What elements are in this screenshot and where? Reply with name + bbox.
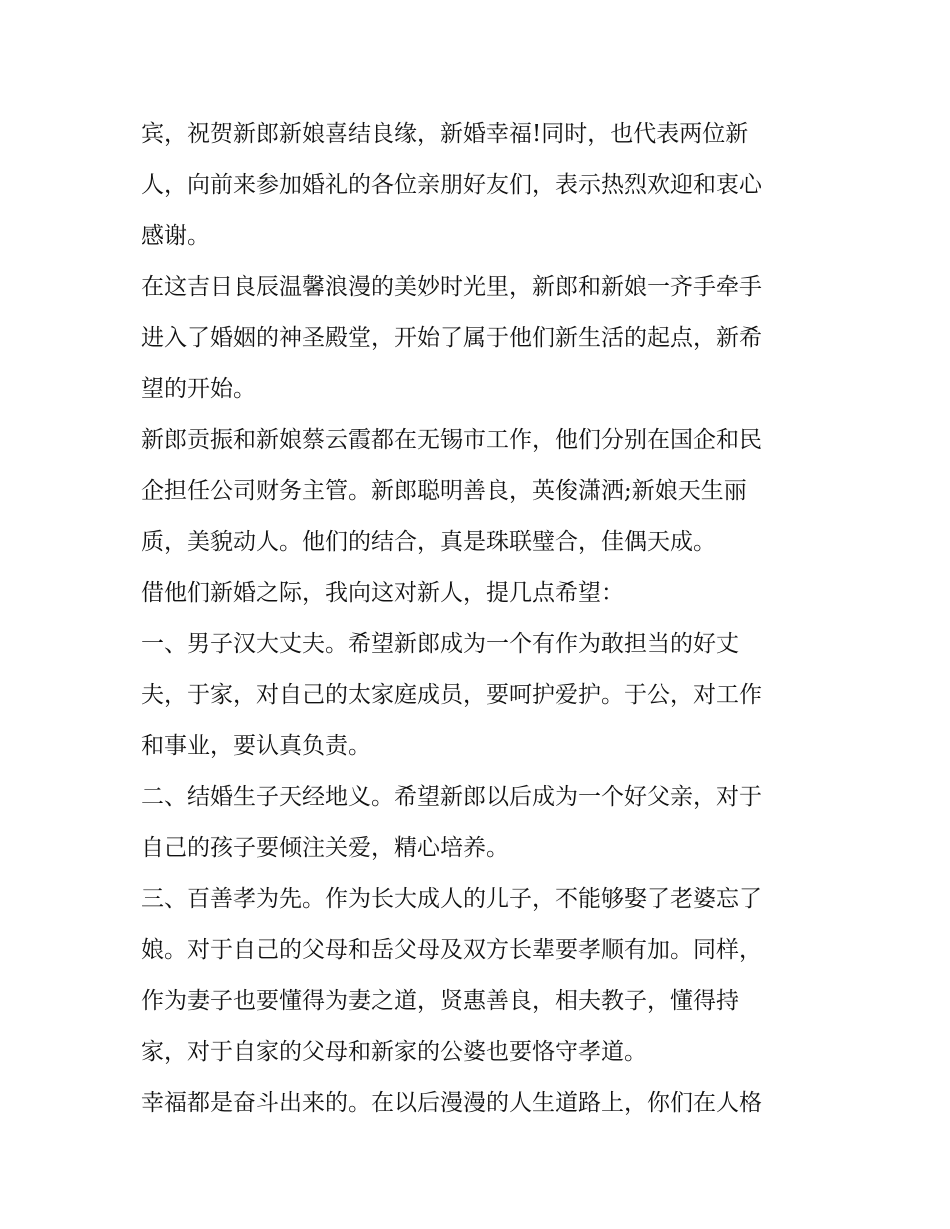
text-line: 在这吉日良辰温馨浪漫的美妙时光里，新郎和新娘一齐手牵手 bbox=[141, 274, 762, 300]
text-line: 和事业，要认真负责。 bbox=[141, 733, 371, 759]
text-line: 新郎贡振和新娘蔡云霞都在无锡市工作，他们分别在国企和民 bbox=[141, 427, 762, 453]
text-line: 夫，于家，对自己的太家庭成员，要呵护爱护。于公，对工作 bbox=[141, 682, 762, 708]
text-line: 娘。对于自己的父母和岳父母及双方长辈要孝顺有加。同样， bbox=[141, 937, 762, 963]
text-line: 幸福都是奋斗出来的。在以后漫漫的人生道路上，你们在人格 bbox=[141, 1090, 762, 1116]
text-line: 一、男子汉大丈夫。希望新郎成为一个有作为敢担当的好丈 bbox=[141, 631, 739, 657]
text-line: 感谢。 bbox=[141, 223, 210, 249]
text-line: 借他们新婚之际，我向这对新人，提几点希望： bbox=[141, 580, 624, 606]
text-line: 家，对于自家的父母和新家的公婆也要恪守孝道。 bbox=[141, 1039, 647, 1065]
text-line: 望的开始。 bbox=[141, 376, 256, 402]
text-line: 质，美貌动人。他们的结合，真是珠联璧合，佳偶天成。 bbox=[141, 529, 716, 555]
text-line: 作为妻子也要懂得为妻之道，贤惠善良，相夫教子，懂得持 bbox=[141, 988, 739, 1014]
text-line: 二、结婚生子天经地义。希望新郎以后成为一个好父亲，对于 bbox=[141, 784, 762, 810]
text-line: 人，向前来参加婚礼的各位亲朋好友们，表示热烈欢迎和衷心 bbox=[141, 172, 762, 198]
text-line: 自己的孩子要倾注关爱，精心培养。 bbox=[141, 835, 509, 861]
text-line: 进入了婚姻的神圣殿堂，开始了属于他们新生活的起点，新希 bbox=[141, 325, 762, 351]
text-line: 宾，祝贺新郎新娘喜结良缘，新婚幸福!同时，也代表两位新 bbox=[141, 121, 749, 147]
text-line: 企担任公司财务主管。新郎聪明善良，英俊潇洒;新娘天生丽 bbox=[141, 478, 747, 504]
text-line: 三、百善孝为先。作为长大成人的儿子，不能够娶了老婆忘了 bbox=[141, 886, 762, 912]
